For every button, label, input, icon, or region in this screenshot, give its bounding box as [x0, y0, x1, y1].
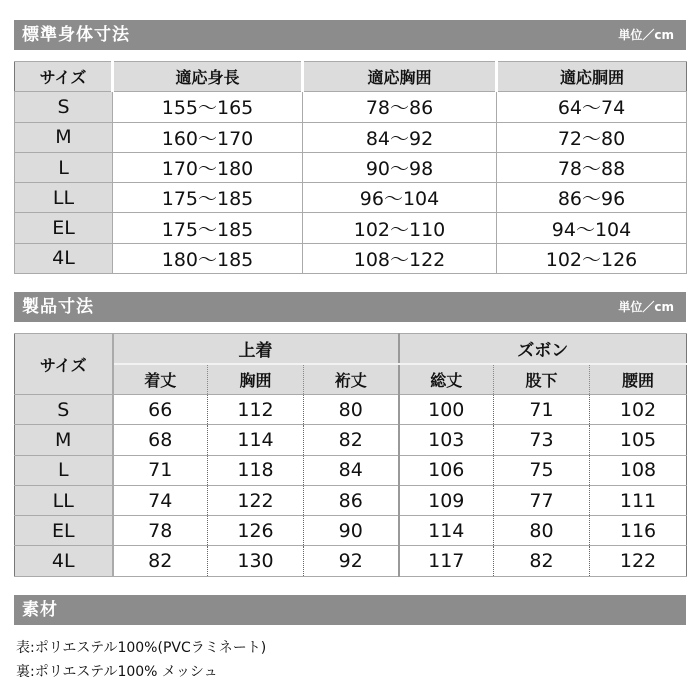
- value-cell: 111: [590, 485, 687, 515]
- size-cell: M: [15, 425, 113, 455]
- table-row: [15, 546, 687, 576]
- value-cell: 100: [399, 395, 494, 425]
- product-size-body: [15, 395, 687, 577]
- group-header-row: [15, 334, 687, 364]
- table-row: [15, 92, 687, 122]
- table-row: [15, 516, 687, 546]
- value-cell: 92: [304, 546, 399, 576]
- sub-header-row: [15, 364, 687, 395]
- column-header-chest: 胸囲: [208, 364, 304, 395]
- size-cell: LL: [15, 485, 113, 515]
- table-row: [15, 213, 687, 243]
- standard-size-body: [15, 92, 687, 274]
- value-cell: 175～185: [113, 213, 303, 243]
- column-header-size: サイズ: [15, 334, 113, 395]
- value-cell: 73: [494, 425, 590, 455]
- value-cell: 90～98: [303, 152, 497, 182]
- column-header-inseam: 股下: [494, 364, 590, 395]
- column-header-waist: 適応胴囲: [497, 62, 687, 92]
- value-cell: 118: [208, 455, 304, 485]
- value-cell: 122: [208, 485, 304, 515]
- standard-size-title: 標準身体寸法: [22, 25, 130, 45]
- value-cell: 108～122: [303, 243, 497, 273]
- value-cell: 71: [494, 395, 590, 425]
- column-header-height: 適応身長: [113, 62, 303, 92]
- material-header: [14, 595, 686, 625]
- value-cell: 82: [494, 546, 590, 576]
- value-cell: 180～185: [113, 243, 303, 273]
- value-cell: 106: [399, 455, 494, 485]
- table-row: [15, 243, 687, 273]
- material-outer: 表:ポリエステル100%(PVCラミネート): [16, 640, 267, 656]
- value-cell: 116: [590, 516, 687, 546]
- standard-size-table: [14, 61, 687, 274]
- table-row: [15, 183, 687, 213]
- table-row: [15, 122, 687, 152]
- value-cell: 105: [590, 425, 687, 455]
- table-row: [15, 485, 687, 515]
- column-header-size: サイズ: [15, 62, 113, 92]
- material-title: 素材: [22, 600, 58, 620]
- material-lining: 裏:ポリエステル100% メッシュ: [16, 664, 218, 680]
- size-cell: L: [15, 152, 113, 182]
- value-cell: 80: [494, 516, 590, 546]
- value-cell: 84～92: [303, 122, 497, 152]
- table-row: [15, 425, 687, 455]
- value-cell: 68: [113, 425, 208, 455]
- size-cell: M: [15, 122, 113, 152]
- value-cell: 122: [590, 546, 687, 576]
- table-row: [15, 152, 687, 182]
- value-cell: 84: [304, 455, 399, 485]
- value-cell: 86: [304, 485, 399, 515]
- size-cell: LL: [15, 183, 113, 213]
- value-cell: 74: [113, 485, 208, 515]
- size-cell: 4L: [15, 546, 113, 576]
- value-cell: 82: [113, 546, 208, 576]
- value-cell: 112: [208, 395, 304, 425]
- value-cell: 72～80: [497, 122, 687, 152]
- column-header-hip: 腰囲: [590, 364, 687, 395]
- value-cell: 75: [494, 455, 590, 485]
- value-cell: 109: [399, 485, 494, 515]
- value-cell: 94～104: [497, 213, 687, 243]
- group-header-pants: ズボン: [399, 334, 687, 364]
- product-size-table: [14, 333, 687, 577]
- group-header-jacket: 上着: [113, 334, 399, 364]
- column-header-total-length: 総丈: [399, 364, 494, 395]
- value-cell: 170～180: [113, 152, 303, 182]
- value-cell: 90: [304, 516, 399, 546]
- size-cell: EL: [15, 213, 113, 243]
- standard-size-unit: 単位／cm: [618, 28, 674, 42]
- column-header-length: 着丈: [113, 364, 208, 395]
- value-cell: 78～88: [497, 152, 687, 182]
- product-size-header: [14, 292, 686, 322]
- value-cell: 126: [208, 516, 304, 546]
- value-cell: 102～126: [497, 243, 687, 273]
- value-cell: 66: [113, 395, 208, 425]
- value-cell: 80: [304, 395, 399, 425]
- value-cell: 114: [208, 425, 304, 455]
- column-header-chest: 適応胸囲: [303, 62, 497, 92]
- table-row: [15, 455, 687, 485]
- value-cell: 108: [590, 455, 687, 485]
- product-size-unit: 単位／cm: [618, 300, 674, 314]
- value-cell: 155～165: [113, 92, 303, 122]
- size-cell: EL: [15, 516, 113, 546]
- value-cell: 78～86: [303, 92, 497, 122]
- column-header-sleeve: 裄丈: [304, 364, 399, 395]
- value-cell: 103: [399, 425, 494, 455]
- value-cell: 71: [113, 455, 208, 485]
- size-cell: S: [15, 395, 113, 425]
- value-cell: 102～110: [303, 213, 497, 243]
- value-cell: 96～104: [303, 183, 497, 213]
- size-cell: 4L: [15, 243, 113, 273]
- value-cell: 82: [304, 425, 399, 455]
- value-cell: 64～74: [497, 92, 687, 122]
- table-header-row: [15, 62, 687, 92]
- value-cell: 130: [208, 546, 304, 576]
- value-cell: 160～170: [113, 122, 303, 152]
- value-cell: 86～96: [497, 183, 687, 213]
- value-cell: 77: [494, 485, 590, 515]
- product-size-title: 製品寸法: [22, 297, 94, 317]
- value-cell: 175～185: [113, 183, 303, 213]
- standard-size-header: [14, 20, 686, 50]
- value-cell: 102: [590, 395, 687, 425]
- value-cell: 114: [399, 516, 494, 546]
- size-cell: L: [15, 455, 113, 485]
- size-cell: S: [15, 92, 113, 122]
- table-row: [15, 395, 687, 425]
- value-cell: 78: [113, 516, 208, 546]
- value-cell: 117: [399, 546, 494, 576]
